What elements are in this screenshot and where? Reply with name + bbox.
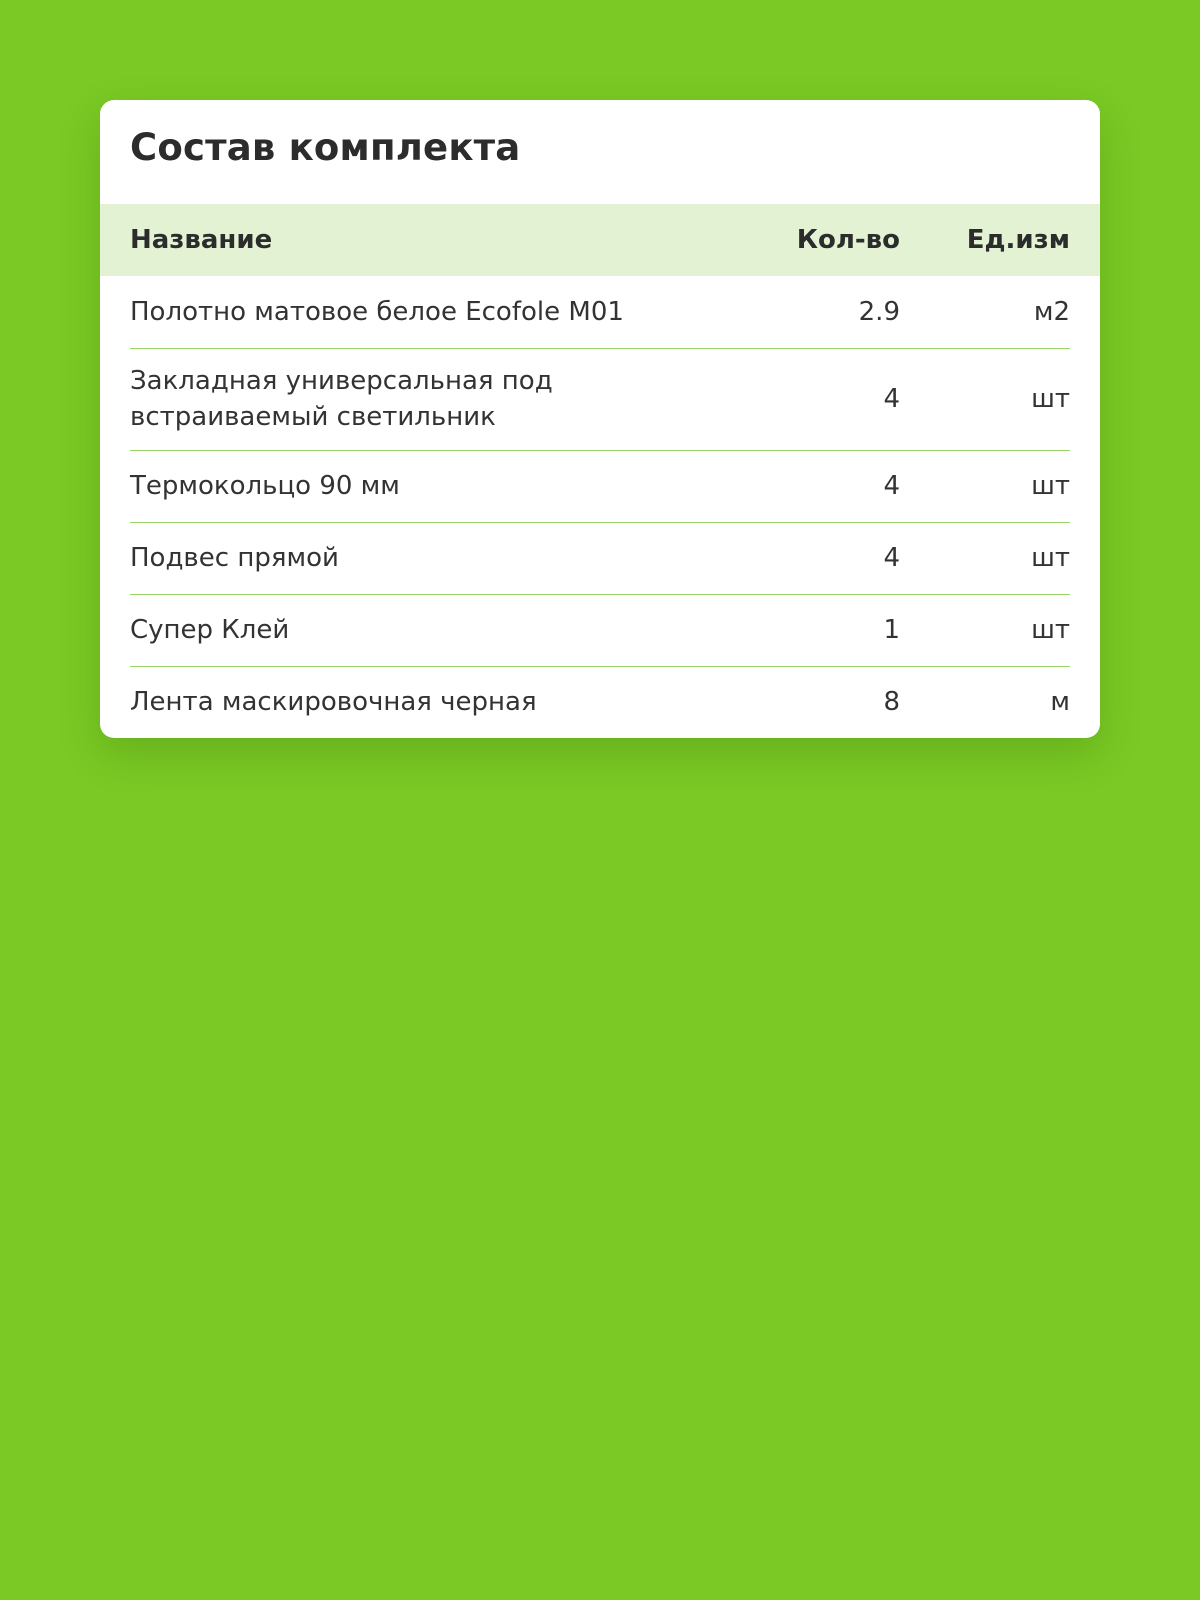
- column-header-unit: Ед.изм: [966, 225, 1070, 255]
- item-name: Супер Клей: [100, 594, 700, 666]
- kit-composition-card: [100, 100, 1100, 738]
- table-header-row: [100, 204, 1100, 276]
- card-title: Состав комплекта: [130, 126, 521, 169]
- table-row: [100, 594, 1100, 666]
- item-unit: шт: [900, 348, 1100, 450]
- item-unit: шт: [900, 594, 1100, 666]
- item-name: Полотно матовое белое Ecofole M01: [130, 297, 624, 327]
- item-unit: шт: [900, 450, 1100, 522]
- item-name: Лента маскировочная черная: [100, 666, 700, 738]
- table-row: [100, 348, 1100, 450]
- item-name: Закладная универсальная под встраиваемый светильник: [100, 348, 700, 450]
- item-qty: 2.9: [858, 297, 900, 327]
- item-qty: 1: [700, 594, 900, 666]
- item-name: Подвес прямой: [100, 522, 700, 594]
- table-row: [100, 666, 1100, 738]
- item-unit: м: [900, 666, 1100, 738]
- column-header-name: Название: [130, 225, 273, 255]
- item-qty: 4: [700, 522, 900, 594]
- kit-table: [100, 204, 1100, 738]
- table-row: [100, 276, 1100, 348]
- item-qty: 4: [700, 348, 900, 450]
- table-row: [100, 450, 1100, 522]
- item-qty: 4: [700, 450, 900, 522]
- item-unit: шт: [900, 522, 1100, 594]
- item-name: Термокольцо 90 мм: [100, 450, 700, 522]
- item-unit: м2: [1033, 297, 1070, 327]
- item-qty: 8: [700, 666, 900, 738]
- column-header-qty: Кол-во: [796, 225, 900, 255]
- table-row: [100, 522, 1100, 594]
